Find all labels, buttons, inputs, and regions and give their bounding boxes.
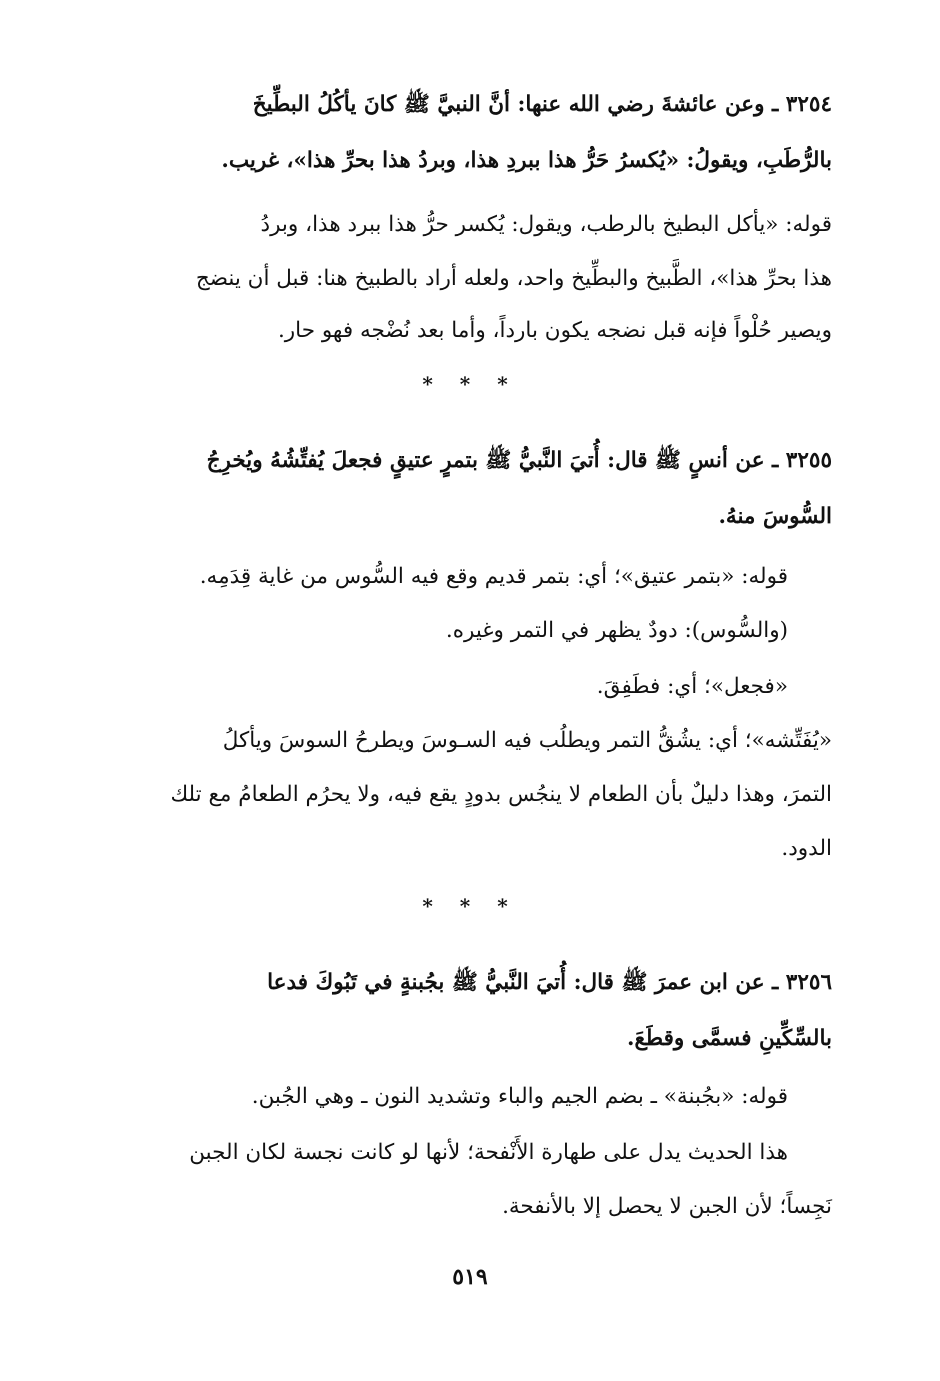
commentary-3256-line-2: هذا الحديث يدل على طهارة الأَنْفحة؛ لأنها لو كانت نجسة لكان الجبن [189,1140,788,1165]
commentary-3255-line-3: «فجعل»؛ أي: فطَفِقَ. [596,674,788,699]
commentary-3254-line-1: قوله: «يأكل البطيخ بالرطب، ويقول: يُكسر حرُّ هذا ببرد هذا، وبردُ [260,212,832,237]
commentary-3256-line-3: نَجِساً؛ لأن الجبن لا يحصل إلا بالأنفحة. [502,1194,832,1219]
commentary-3255-line-6: الدود. [781,836,832,861]
hadith-3256-line-1: ٣٢٥٦ ـ عن ابن عمرَ ﷺ قال: أُتيَ النَّبيُّ ﷺ بجُبنةٍ في تَبُوكَ فدعا [267,970,832,995]
section-separator: * * * [422,894,518,918]
hadith-3255-line-2: السُّوسَ منهُ. [718,504,832,529]
commentary-3255-line-4: «يُفَتِّشه»؛ أي: يشُقُّ التمر ويطلُب فيه السـوسَ ويطرحُ السوسَ ويأكلُ [222,728,832,753]
hadith-3255-line-1: ٣٢٥٥ ـ عن أنسٍ ﷺ قال: أُتيَ النَّبيُّ ﷺ بتمرٍ عتيقٍ فجعلَ يُفتِّشُهُ ويُخرِجُ [206,448,832,473]
hadith-3256-line-2: بالسِّكِّينِ فسمَّى وقطَعَ. [627,1026,832,1051]
commentary-3254-line-2: هذا بحرِّ هذا»، الطَّبيخ والبطِّيخ واحد، ولعله أراد بالطبيخ هنا: قبل أن ينضج [195,266,832,291]
hadith-3254-line-1: ٣٢٥٤ ـ وعن عائشةَ رضي الله عنها: أنَّ النبيَّ ﷺ كانَ يأكُلُ البطِّيخَ [252,92,832,117]
commentary-3255-line-5: التمرَ، وهذا دليلٌ بأن الطعام لا ينجُس بدودٍ يقع فيه، ولا يحرُم الطعامُ مع تلك [170,782,832,807]
commentary-3256-line-1: قوله: «بجُبنة» ـ بضم الجيم والباء وتشديد النون ـ وهي الجُبن. [251,1084,788,1109]
hadith-3254-line-2: بالرُّطَبِ، ويقولُ: «يُكسرُ حَرُّ هذا ببردِ هذا، وبردُ هذا بحرِّ هذا»، غريب. [221,148,832,173]
commentary-3254-line-3: ويصير حُلْواً فإنه قبل نضجه يكون بارداً، وأما بعد نُضْجه فهو حار. [277,318,832,343]
section-separator: * * * [422,372,518,396]
commentary-3255-line-2: (والسُّوس): دودٌ يظهر في التمر وغيره. [445,618,788,643]
commentary-3255-line-1: قوله: «بتمر عتيق»؛ أي: بتمر قديم وقع فيه السُّوس من غاية قِدَمِه. [199,564,788,589]
page-number: ٥١٩ [452,1264,488,1290]
